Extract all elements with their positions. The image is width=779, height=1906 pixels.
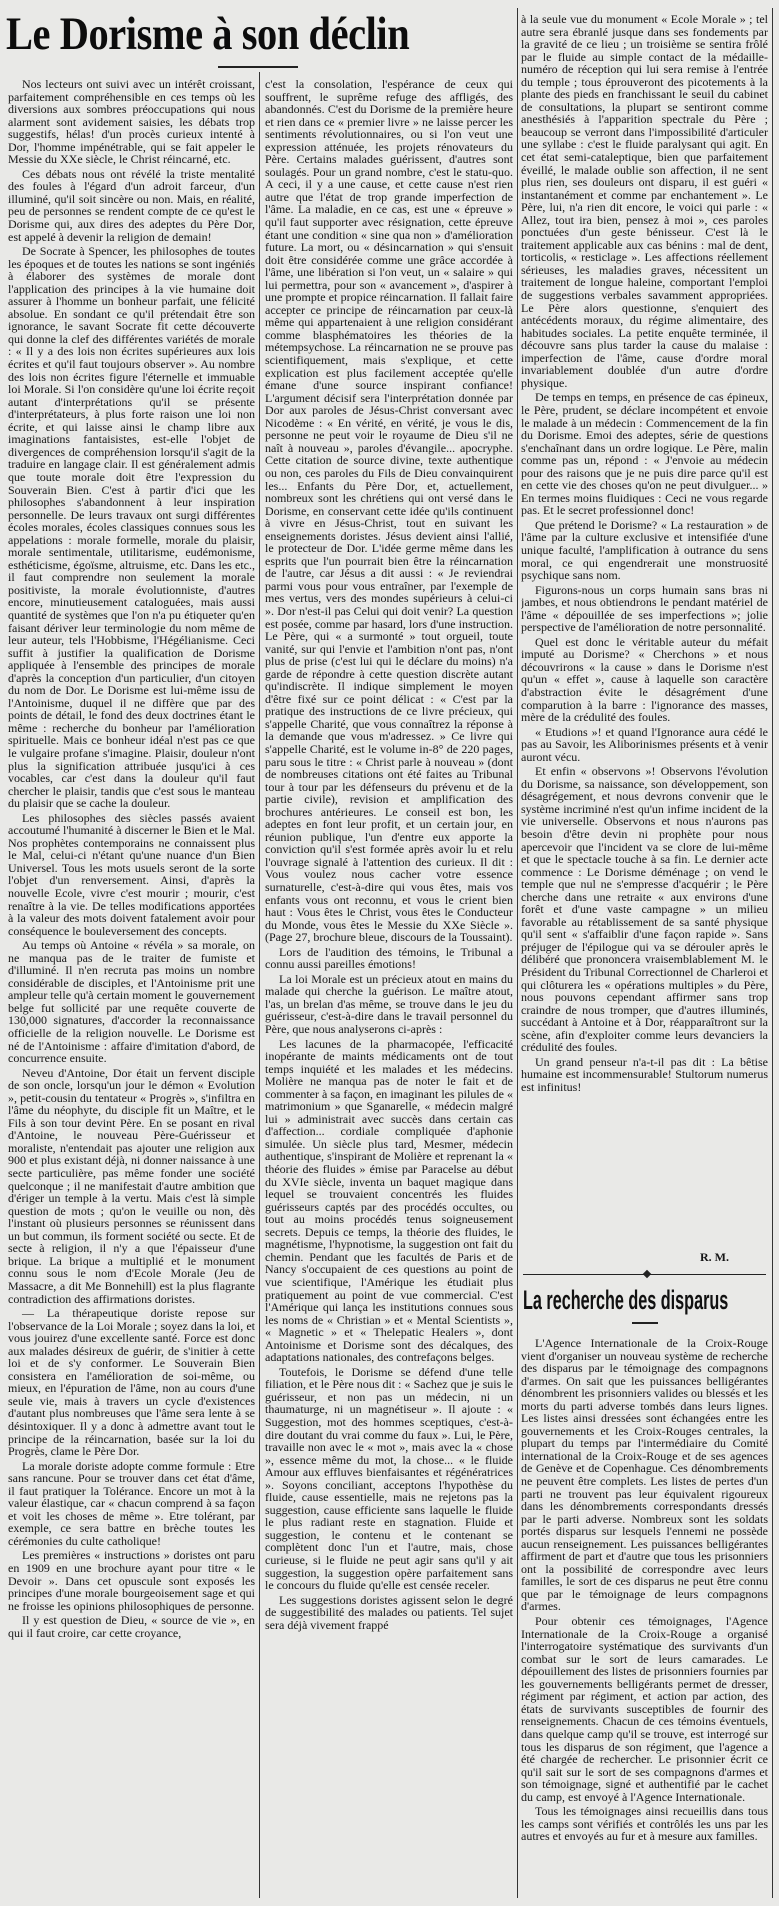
- paragraph: Tous les témoignages ainsi recueillis dans tous les camps sont vérifiés et contrôlés les uns par les autres et envoyés au fur et à mesure aux familles.: [521, 1804, 768, 1844]
- paragraph: Les philosophes des siècles passés avaient accoutumé l'humanité à discerner le Bien et le Mal. Nos prophètes contemporains ne connaissent plus le Mal, celui-ci n'étant qu'une nuance d'un Bien Universel. Tous les mots usuels seront de la sorte l'objet d'un renversement. Ainsi, d'après la nouvelle Ecole, vivre c'est mourir ; mourir, c'est renaître à la vie. De telles modifications apportées à la valeur des mots doivent fatalement avoir pour conséquence le bouleversement des concepts.: [8, 810, 255, 938]
- paragraph: Les lacunes de la pharmacopée, l'efficacité inopérante de maints médicaments ont de tout temps inquiété et les malades et les médecins. Molière ne manqua pas de noter le fait et de commenter à sa façon, en imaginant les pilules de « matrimonium » que Sganarelle, « médecin malgré lui » administrait avec succès dans certain cas d'affection... cordiale compliquée d'aphonie simulée. Un siècle plus tard, Mesmer, médecin authentique, s'inspirant de Molière et reprenant la « théorie des fluides » émise par Paracelse au début du XVIe siècle, inventa un baquet magique dans lequel se trouvaient concentrés les fluides guérisseurs captés par des procédés occultes, ou tout au moins procédés tenus soigneusement secrets. Depuis ce temps, la théorie des fluides, le magnétisme, l'hypnotisme, la suggestion ont fait du chemin. Pendant que les facultés de Paris et de Nancy s'occupaient de ces questions au point de vue scientifique, l'Amérique les étudiait plus pratiquement au point de vue commercial. C'est l'Amérique qui lança les institutions connues sous les noms de « Christian » et « Mental Scientists », « Magnetic » et « Thelepatic Healers », dont Antoinisme et Dorisme sont des décalques, des adaptations nationales, des contrefaçons belges.: [265, 1036, 513, 1365]
- article-title-disparus: La recherche des disparus: [523, 1285, 729, 1315]
- headline-rule: [218, 66, 258, 68]
- paragraph: Ces débats nous ont révélé la triste mentalité des foules à l'égard d'un adroit farceur, d'un illuminé, qu'il soit sincère ou non. Mais, en réalité, peu de personnes se rendent compte de ce qu'est le Dorisme qui, aux dires des adeptes du Père Dor, est appelé à devenir la religion de demain!: [8, 166, 255, 244]
- paragraph: Neveu d'Antoine, Dor était un fervent disciple de son oncle, lorsqu'un jour le démon « Evolution », petit-cousin du tentateur « Progrès », s'infiltra en l'âme du néophyte, du disciple fit un Maître, et le Fils à son tour devint Père. En se posant en rival d'Antoine, le nouveau Père-Guérisseur et moraliste, n'entendait pas ajouter une religion aux 900 et plus existant déjà, ni donner naissance à une secte particulière, pas même fonder une société quelconque ; il ne manifestait d'autre ambition que d'ériger un temple à la vertu. Mais c'est là simple question de mots ; qu'on le veuille ou non, dès l'instant où plusieurs personnes se réunissent dans un but commun, ils forment société ou secte. Et de secte à religion, il n'y a que l'épaisseur d'une brique. La brique a multiplié et le monument connu sous le nom d'Ecole Morale (Jeu de Massacre, a dit Me Bonnehill) est la plus flagrante contradiction des affirmations doristes.: [8, 1065, 255, 1306]
- column-rule: [517, 8, 518, 1898]
- article-column-2: [265, 78, 513, 1893]
- paragraph: Il y est question de Dieu, « source de vie », en qui il faut croire, car cette croyance,: [8, 1613, 255, 1640]
- paragraph: Les suggestions doristes agissent selon le degré de suggestibilité des malades ou patients. Tel sujet sera déjà vivement frappé: [265, 1592, 513, 1632]
- paragraph: — La thérapeutique doriste repose sur l'observance de la Loi Morale ; soyez dans la loi, et vous jouirez d'une excellente santé. Force est donc aux malades désireux de guérir, de s'initier à cette loi et de s'y conformer. Le Souverain Bien consistera en l'amélioration de soi-même, ou mieux, en l'épuration de l'âme, non au cours d'une seule vie, mais à travers un cycle d'existences d'autant plus nombreuses que l'âme sera lente à se désintoxiquer. Il y a donc à admettre avant tout le principe de la réincarnation, basée sur la loi du Progrès, clame le Père Dor.: [8, 1306, 255, 1459]
- paragraph: Pour obtenir ces témoignages, l'Agence Internationale de la Croix-Rouge a organisé l'interrogatoire systématique des survivants d'un combat sur le sort de leurs camarades. Le dépouillement des listes de prisonniers fournies par les gouvernements belligérants permet de dresser, régiment par régiment, et action par action, des états de survivants susceptibles de fournir des renseignements. Chacun de ces témoins éventuels, dans quelque camp qu'il se trouve, est interrogé sur tous les disparus de son régiment, que l'agence a été chargée de rechercher. Le prisonnier écrit ce qu'il sait sur le sort de ses compagnons d'armes et son témoignage, signé et authentifié par le cachet du camp, est envoyé à l'Agence Internationale.: [521, 1614, 768, 1804]
- paragraph: c'est la consolation, l'espérance de ceux qui souffrent, le suprême refuge des affligés, des abandonnés. C'est du Dorisme de la première heure et rien dans ce « premier livre » ne laisse percer les sentiments révolutionnaires, ou si l'on veut une expression atténuée, les projets rénovateurs du Père. Certains malades guérissent, d'autres sont soulagés. Pour un grand nombre, c'est le statu-quo. A ceci, il y a une cause, et cette cause n'est rien autre que l'état de trop grande imperfection de l'âme. La maladie, en ce cas, est une « épreuve » qu'il faut supporter avec résignation, cette épreuve étant une condition « sine qua non » d'amélioration future. La mort, ou « désincarnation » qui s'ensuit doit être considérée comme une grâce accordée à l'âme, une libération si l'on veut, un « salaire » qui lui permettra, pour son « avancement », d'aspirer à une prompte et propice réincarnation. Il fallait faire accepter ce principe de réincarnation par ceux-là même qui appartenaient à une religion considérant comme blasphématoires les théories de la métempsychose. La réincarnation ne se prouve pas scientifiquement, mais s'explique, et cette explication est plus facilement acceptée qu'elle émane d'une source inspirant confiance! L'argument décisif sera l'interprétation donnée par Dor aux paroles de Jésus-Christ conversant avec Nicodème : « En vérité, en vérité, je vous le dis, personne ne peut voir le royaume de Dieu s'il ne naît à nouveau », paroles d'évangile... apocryphe. Cette citation de source divine, texte authentique ou non, ces paroles du Fils de Dieu convainquirent les... Enfants du Père Dor, et, actuellement, nombreux sont les chrétiens qui ont versé dans le Dorisme, en conservant cette idée qu'ils continuent à vivre en Jésus-Christ, tout en suivant les enseignements doristes. Jésus devient ainsi l'allié, le protecteur de Dor. L'idée germe même dans les esprits que l'un pourrait bien être la réincarnation de l'autre, car Jésus a dit aussi : « Je reviendrai parmi vous pour vous entraîner, par l'exemple de mes vertus, vers des mondes supérieurs à celui-ci ». Dor n'est-il pas Celui qui doit venir? La question est posée, comme par hasard, lors d'une instruction. Le Père, qui « a surmonté » tout orgueil, toute vanité, sur qui l'envie et l'ambition n'ont pas, n'ont plus de prise (c'est lui qui le déclare du moins) n'a garde de répondre à cette question discrète autant qu'indiscrète. Il indique simplement le moyen d'être fixé sur ce point délicat : « C'est par la pratique des instructions de ce livre précieux, qui s'appelle Charité, que vous connaîtrez la réponse à la demande que vous m'adressez. » Ce livre qui s'appelle Charité, est le volume in-8° de 220 pages, paru sous le titre : « Christ parle à nouveau » (dont de nombreuses citations ont été faites au Tribunal tour à tour par les défenseurs du prévenu et de la partie civile), revision et amplification des brochures antérieures. Le conseil est bon, les adeptes en font leur profit, et un certain jour, en réunion publique, l'un d'entre eux apporte la conviction qu'il s'est formée après avoir lu et relu l'ouvrage signalé à l'attention des curieux. Il dit : Vous voulez nous cacher votre essence surnaturelle, c'est-à-dire qui vous êtes, mais vos enfants vous ont reconnu, et vous le crient bien haut : Vous êtes le Christ, vous êtes le Conducteur du Monde, vous êtes le Messie du XXe Siècle ». (Page 27, brochure bleue, discours de la Toussaint).: [265, 78, 513, 945]
- paragraph: Quel est donc le véritable auteur du méfait imputé au Dorisme? « Cherchons » et nous découvrirons « la cause » dans le Dorisme n'est qu'un « effet », cause à laquelle son caractère d'abstraction évite le désagrément d'une comparution à la barre : l'ignorance des masses, mère de la crédulité des foules.: [521, 634, 768, 725]
- paragraph: « Etudions »! et quand l'Ignorance aura cédé le pas au Savoir, les Aliborinismes présents et à venir auront vécu.: [521, 724, 768, 764]
- author-signature: R. M.: [700, 1250, 729, 1264]
- paragraph: La morale doriste adopte comme formule : Etre sans rancune. Pour se trouver dans cet état d'âme, il faut pratiquer la Tolérance. Encore un mot à la valeur élastique, car « chacun comprend à sa façon et voit les choses de même ». Etre tolérant, par exemple, ce sera battre en brèche toutes les cérémonies du culte catholique!: [8, 1458, 255, 1548]
- paragraph: Nos lecteurs ont suivi avec un intérêt croissant, parfaitement compréhensible en ces temps où les diversions aux sombres préoccupations qui nous alarment sont avidement saisies, les débats trop suggestifs, hélas! d'un procès curieux intenté à Dor, l'homme impénétrable, qui se fait appeler le Messie du XXe siècle, le Christ réincarné, etc.: [8, 78, 255, 167]
- paragraph: De temps en temps, en présence de cas épineux, le Père, prudent, se déclare incompétent et envoie le malade à un médecin : Commencement de la fin du Dorisme. Emoi des adeptes, série de questions s'enchaînant dans un ordre logique. Le Père, malin comme pas un, répond : « J'envoie au médecin pour des raisons que je ne puis dire parce qu'il est en cette vie des choses qu'on ne peut divulguer... » En termes moins fluidiques : Ceci ne vous regarde pas. Et le secret professionnel donc!: [521, 390, 768, 518]
- column-rule: [772, 8, 773, 1898]
- paragraph: Un grand penseur n'a-t-il pas dit : La bêtise humaine est incommensurable! Stultorum numerus est infinitus!: [521, 1054, 768, 1094]
- article-disparus-body: [521, 1337, 768, 1897]
- paragraph: De Socrate à Spencer, les philosophes de toutes les époques et de toutes les nations se sont ingéniés à élaborer des systèmes de morale dont l'application des principes à la vie humaine doit assurer à l'homme un bonheur parfait, une félicité absolue. En sondant ce qu'il prétendait être son ignorance, le savant Socrate fit cette découverte qui donne la clef des différentes variétés de morale : « Il y a des lois non écrites supérieures aux lois écrites et qu'il faut toujours observer ». Au nombre des lois non écrites figure l'éternelle et immuable loi Morale. Si l'on considère qu'une loi écrite reçoit autant d'interprétations qu'il se présente d'interprétateurs, à plus forte raison une loi non écrite, et qui laisse ainsi le champ libre aux imaginations fantaisistes, est-elle l'objet de divergences de compréhension lorsqu'il s'agit de la traduire en langage clair. Il est généralement admis que toute morale doit être l'expression du Souverain Bien. C'est à partir d'ici que les philosophes s'abandonnent à leur inspiration personnelle. De leurs travaux ont surgi différentes écoles morales, écoles classiques connues sous les appelations : morale formelle, morale du plaisir, morale sentimentale, utilitarisme, eudémonisme, esthéticisme, égoïsme, altruisme, etc. Dans les etc., il faut comprendre non seulement la morale positiviste, la morale évolutionniste, d'autres encore, minutieusement cataloguées, mais aussi quantité de systèmes que l'on n'a pu étiqueter qu'en faisant dériver leur terminologie du nom même de leur auteur, tels l'Hobbisme, l'Hégélianisme. Ceci suffit à justifier la qualification de Dorisme appliquée à l'ensemble des principes de morale d'après la conception d'un particulier, d'un citoyen du nom de Dor. Le Dorisme est lui-même issu de l'Antoinisme, duquel il ne diffère que par des points de détail, le fond des deux doctrines étant le même : recherche du bonheur par l'amélioration spirituelle. Mais ce bonheur idéal n'est pas ce que le vulgaire profane s'imagine. Plaisir, douleur n'ont plus la signification attribuée jusqu'ici à ces vocables, car c'est dans la douleur qu'il faut chercher le plaisir, tandis que c'est sous le manteau du plaisir que se cache la douleur.: [8, 244, 255, 811]
- paragraph: à la seule vue du monument « Ecole Morale » ; tel autre sera ébranlé jusque dans ses fondements par la gravité de ce lieu ; un troisième se sentira frôlé par le fluide au simple contact de la médaille-numéro de réception qui lui sera remise à l'entrée du temple ; tous éprouveront des picotements à la plante des pieds en franchissant le seuil du cabinet de consultations, la plupart se sentiront comme anesthésiés à l'apparition spectrale du Père ; beaucoup se verront dans l'impossibilité d'articuler une syllabe : c'est le fluide paralysant qui agit. En cet état semi-cataleptique, bien que parfaitement éveillé, le malade oublie son affection, il ne sent plus rien, ses douleurs ont disparu, il est guéri « instantanément et comme par enchantement ». Le Père, lui, n'a rien dit encore, le voici qui parle : « Allez, tout ira bien, pensez à moi », ces paroles ponctuées d'un geste bénisseur. C'est là le traitement applicable aux cas bénins : mal de dent, torticolis, « resticlage ». Les affections réellement sérieuses, les maladies graves, nécessitent un traitement de longue haleine, comportant l'emploi de suggestions verbales savamment appropriées. Le Père alors questionne, s'enquiert des antécédents moraux, du régime alimentaire, des habitudes sociales. La petite enquête terminée, il découvre sans plus tarder la cause du malaise : imperfection de l'âme, cause d'ordre moral invariablement doublée d'un autre d'ordre physique.: [521, 13, 768, 390]
- title-underline-rule: [632, 1322, 658, 1324]
- paragraph: Que prétend le Dorisme? « La restauration » de l'âme par la culture exclusive et intensifiée d'une unique faculté, l'amplification à outrance du sens moral, ce qui engendrerait une monstruosité psychique sans nom.: [521, 517, 768, 583]
- paragraph: Au temps où Antoine « révéla » sa morale, on ne manqua pas de le traiter de fumiste et d'illuminé. Il n'en recruta pas moins un nombre considérable de disciples, et l'Antoinisme prit une ampleur telle qu'à certain moment le gouvernement belge fut sollicité par une requête couverte de 130,000 signatures, d'accorder la reconnaissance officielle de la religion nouvelle. Le Dorisme est né de l'Antoinisme : affaire d'imitation d'abord, de concurrence ensuite.: [8, 938, 255, 1066]
- paragraph: Lors de l'audition des témoins, le Tribunal a connu aussi pareilles émotions!: [265, 944, 513, 972]
- paragraph: Les premières « instructions » doristes ont paru en 1909 en une brochure ayant pour titre « le Devoir ». Dans cet opuscule sont exposés les principes d'une morale bourgeoisement sage et qui ne froisse les opinions philosophiques de personne.: [8, 1548, 255, 1613]
- paragraph: Et enfin « observons »! Observons l'évolution du Dorisme, sa naissance, son développement, son désagrégement, et nous devrons convenir que le système incriminé n'est qu'un infime incident de la vie universelle. Observons et nous n'aurons pas besoin d'être devin ni prophète pour nous apercevoir que l'incident va se clore de lui-même et que le spectacle touche à sa fin. Le dernier acte commence : Le Dorisme déménage ; on vend le temple que nul ne s'empresse d'acquérir ; le Père cherche dans une retraite « aux environs d'une forêt et d'une vaste campagne » un milieu favorable au rétablissement de sa santé physique qu'il sent « s'affaiblir d'une façon rapide ». Sans préjuger de l'épilogue qui va se dérouler après le délibéré que prononcera vraisemblablement M. le Président du Tribunal Correctionnel de Charleroi et qui clôturera les « opérations multiples » du Père, nous pouvons cependant affirmer sans trop craindre de nous tromper, que d'autres illuminés, succédant à Antoine et à Dor, réapparaîtront sur la scène, afin d'exploiter comme leurs devanciers la crédulité des foules.: [521, 764, 768, 1055]
- separator-ornament: [643, 1270, 651, 1278]
- paragraph: Figurons-nous un corps humain sans bras ni jambes, et nous obtiendrons le pendant matériel de l'âme « dépouillée de ses imperfections »; jolie perspective de l'amélioration de notre personnalité.: [521, 582, 768, 635]
- paragraph: Toutefois, le Dorisme se défend d'une telle filiation, et le Père nous dit : « Sachez que je suis le guérisseur, et non pas un médecin, ni un thaumaturge, ni un magnétiseur ». Il ajoute : « Suggestion, mot des hommes sceptiques, c'est-à-dire doutant du vrai comme du faux ». Lui, le Père, travaille non avec le « mot », mais avec la « chose », essence même du mot, la chose... « le fluide Amour aux effluves bienfaisantes et régénératrices ». Soyons conciliant, acceptons l'hypothèse du fluide, cause essentielle, mais ne rejetons pas la suggestion, cause efficiente sans laquelle le fluide le plus radiant reste en stagnation. Fluide et suggestion, le contenu et le contenant se complètent donc l'un et l'autre, mais, chose curieuse, si le fluide ne peut agir sans qu'il y ait suggestion, la suggestion opère parfaitement sans le concours du fluide qu'elle est censée receler.: [265, 1364, 513, 1593]
- article-title-dorisme: Le Dorisme à son déclin: [6, 8, 410, 60]
- paragraph: L'Agence Internationale de la Croix-Rouge vient d'organiser un nouveau système de recherche des disparus par le témoignage des compagnons d'armes. On sait que les puissances belligérantes dénombrent les prisonniers valides ou blessés et les morts du parti adverse tombés dans leurs lignes. Les listes ainsi dressées sont échangées entre les gouvernements et les Croix-Rouges centrales, la plupart du temps par l'intermédiaire du Comité international de la Croix-Rouge et de ses agences de Genève et de Copenhague. Ces dénombrements ne peuvent être complets. Les listes de pertes d'un parti ne trouvent pas leur équivalent rigoureux dans les dénombrements correspondants dressés par le parti adverse. Nombreux sont les soldats portés disparus sur lesquels l'ennemi ne possède aucun renseignement. Les puissances belligérantes affirment de part et d'autre que tous les prisonniers ont la possibilité de correspondre avec leurs familles, le sort de ces disparus ne peut être connu que par le témoignage de leurs compagnons d'armes.: [521, 1337, 768, 1614]
- article-column-1: [8, 78, 255, 1893]
- column-rule: [259, 72, 260, 1898]
- headline-rule: [258, 66, 298, 68]
- paragraph: La loi Morale est un précieux atout en mains du malade qui cherche la guérison. Le maître atout, l'as, un brelan d'as même, se trouve dans le jeu du guérisseur, c'est-à-dire dans le travail personnel du Père, que nous analyserons ci-après :: [265, 971, 513, 1037]
- article-column-3: [521, 13, 768, 1239]
